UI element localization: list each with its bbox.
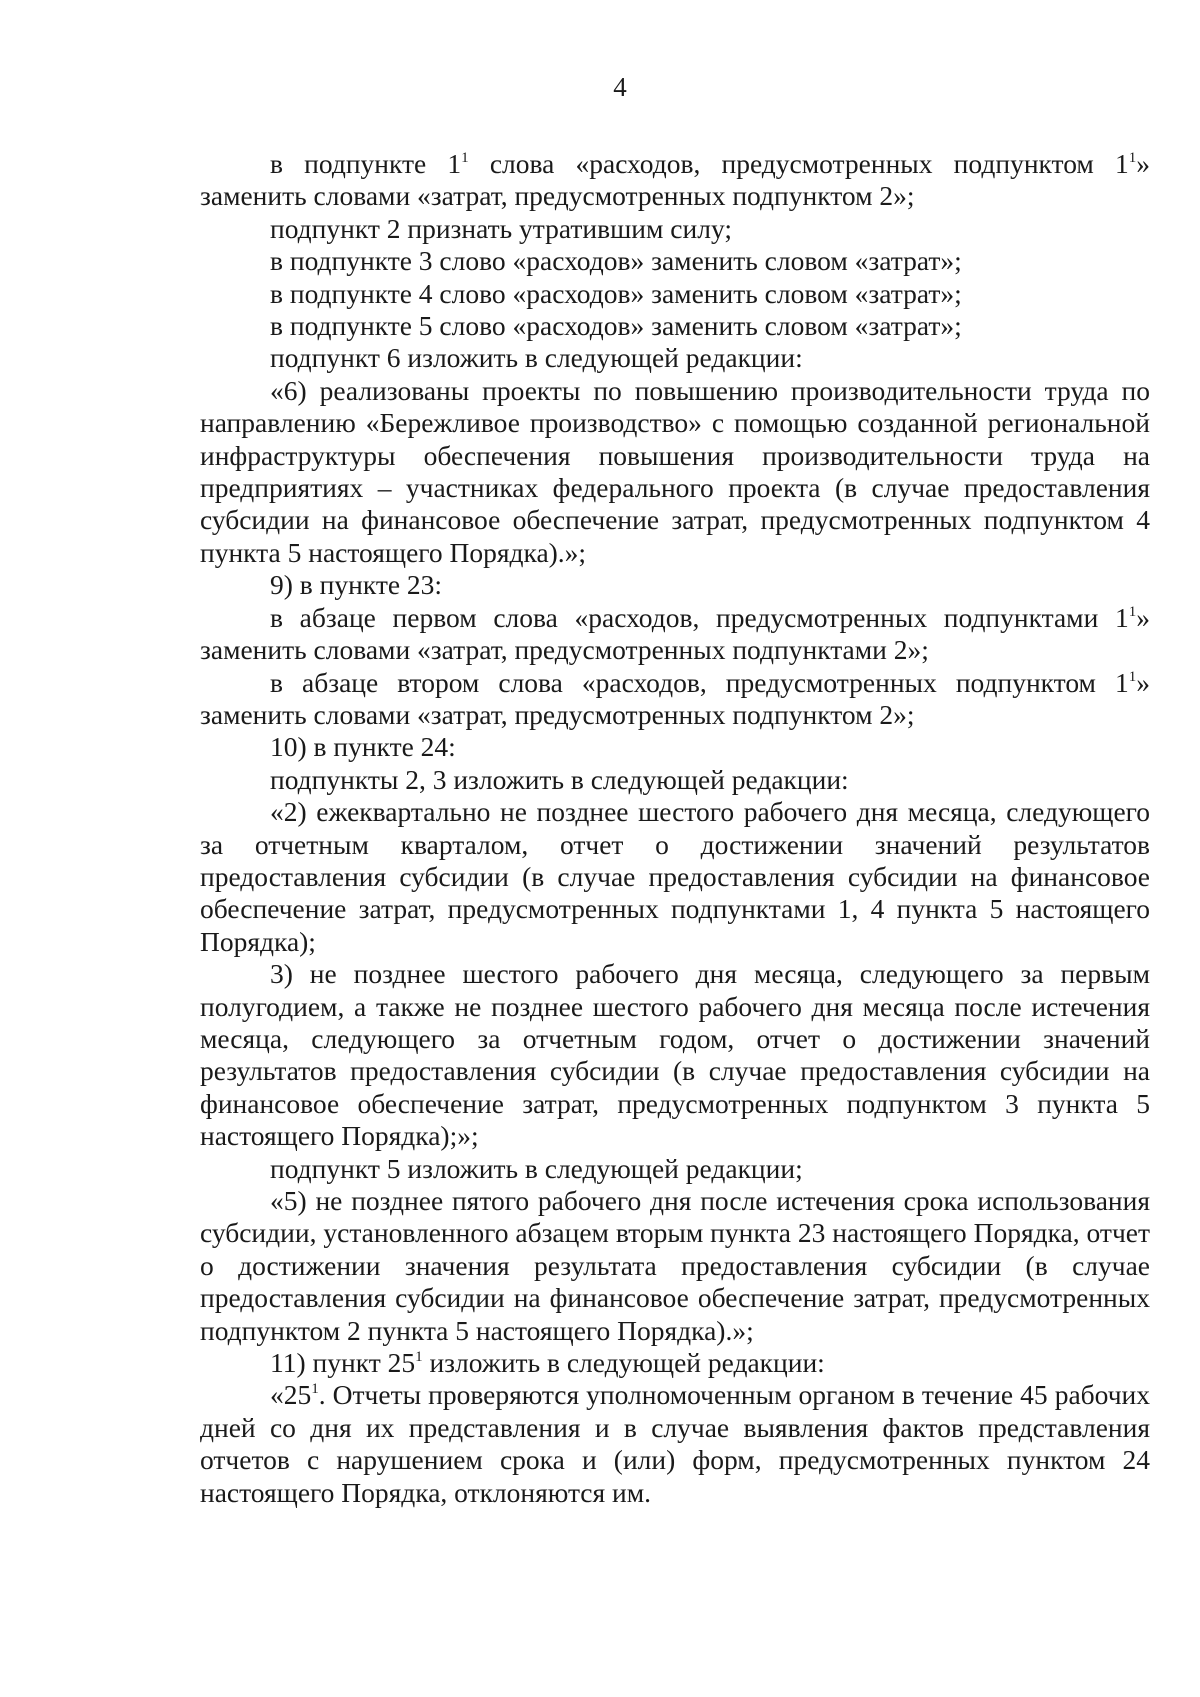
text-run: «2) ежеквартально не позднее шестого рабочего дня месяца, следующего за отчетным кварталом, отчет о достижении значений результатов предоставления субсидии (в случае предоставления субсидии на финансовое обеспечение затрат, предусмотренных подпунктами 1, 4 пункта 5 настоящего Порядка);: [200, 796, 1150, 957]
paragraph: [200, 148, 1150, 213]
paragraph: [200, 569, 1150, 601]
paragraph: [200, 1379, 1150, 1509]
superscript: 1: [1128, 668, 1137, 685]
text-run: в подпункте 1: [270, 148, 462, 179]
paragraph: [200, 245, 1150, 277]
text-run: в подпункте 5 слово «расходов» заменить словом «затрат»;: [270, 310, 962, 342]
paragraph: [200, 602, 1150, 667]
text-run: » заменить словами «затрат, предусмотренных подпунктами 2»;: [200, 601, 1150, 666]
paragraph: [200, 1347, 1150, 1379]
superscript: 1: [461, 150, 469, 166]
document-body: [200, 148, 1150, 1509]
text-run: 11) пункт 25: [270, 1347, 416, 1379]
superscript: 1: [415, 1349, 423, 1366]
text-run: в абзаце первом слова «расходов, предусмотренных подпунктами 1: [270, 601, 1129, 633]
paragraph: [200, 1185, 1150, 1347]
text-run: подпункты 2, 3 изложить в следующей редакции:: [270, 763, 849, 795]
paragraph: [200, 958, 1150, 1152]
superscript: 1: [1128, 150, 1137, 166]
paragraph: [200, 731, 1150, 763]
text-run: 10) в пункте 24:: [270, 731, 456, 763]
text-run: . Отчеты проверяются уполномоченным органом в течение 45 рабочих дней со дня их представления и в случае выявления фактов представления отчетов с нарушением срока и (или) форм, предусмотренных пунктом 24 настоящего Порядка, отклоняются им.: [200, 1379, 1150, 1508]
page-number: 4: [613, 72, 627, 102]
text-run: подпункт 6 изложить в следующей редакции:: [270, 342, 803, 374]
text-run: 3) не позднее шестого рабочего дня месяца, следующего за первым полугодием, а также не позднее шестого рабочего дня месяца после истечения месяца, следующего за отчетным годом, отчет о достижении значений результатов предоставления субсидии (в случае предоставления субсидии на финансовое обеспечение затрат, предусмотренных подпунктом 3 пункта 5 настоящего Порядка);»;: [200, 958, 1150, 1152]
text-run: «5) не позднее пятого рабочего дня после истечения срока использования субсидии, установленного абзацем вторым пункта 23 настоящего Порядка, отчет о достижении значения результата предоставления субсидии (в случае предоставления субсидии на финансовое обеспечение затрат, предусмотренных подпунктом 2 пункта 5 настоящего Порядка).»;: [200, 1185, 1150, 1346]
text-run: подпункт 2 признать утратившим силу;: [270, 212, 732, 244]
paragraph: [200, 667, 1150, 732]
text-run: в подпункте 4 слово «расходов» заменить словом «затрат»;: [270, 277, 962, 309]
superscript: 1: [311, 1381, 319, 1398]
paragraph: [200, 213, 1150, 245]
text-run: «25: [270, 1379, 312, 1411]
text-run: «6) реализованы проекты по повышению производительности труда по направлению «Бережливое производство» с помощью созданной региональной инфраструктуры обеспечения повышения производительности труда на предприятиях – участниках федерального проекта (в случае предоставления субсидии на финансовое обеспечение затрат, предусмотренных подпунктом 4 пункта 5 настоящего Порядка).»;: [200, 374, 1150, 568]
paragraph: [200, 278, 1150, 310]
paragraph: [200, 764, 1150, 796]
text-run: » заменить словами «затрат, предусмотренных подпунктом 2»;: [200, 148, 1150, 212]
text-run: подпункт 5 изложить в следующей редакции;: [270, 1152, 803, 1184]
paragraph: [200, 310, 1150, 342]
text-run: изложить в следующей редакции:: [422, 1347, 825, 1379]
superscript: 1: [1128, 603, 1137, 620]
text-run: в абзаце втором слова «расходов, предусмотренных подпунктом 1: [270, 666, 1129, 698]
paragraph: [200, 796, 1150, 958]
text-run: » заменить словами «затрат, предусмотренных подпунктом 2»;: [200, 666, 1150, 730]
text-run: в подпункте 3 слово «расходов» заменить словом «затрат»;: [270, 245, 962, 277]
text-run: слова «расходов, предусмотренных подпунктом 1: [468, 148, 1129, 179]
text-run: 9) в пункте 23:: [270, 569, 443, 601]
paragraph: [200, 375, 1150, 569]
paragraph: [200, 1153, 1150, 1185]
paragraph: [200, 342, 1150, 374]
